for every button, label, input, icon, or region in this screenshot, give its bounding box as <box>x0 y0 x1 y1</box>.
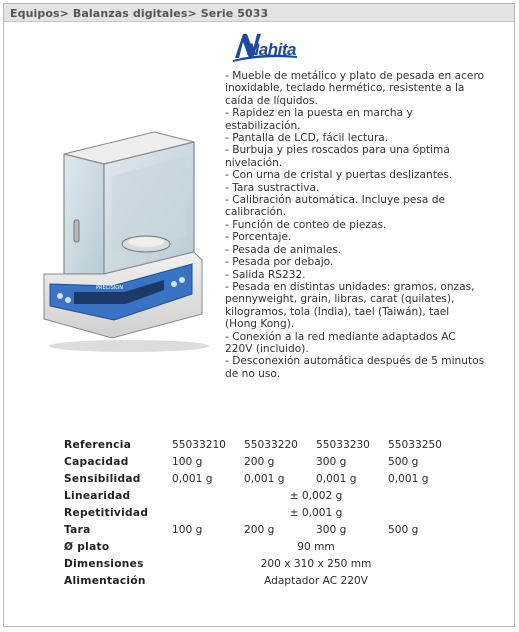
spec-value: 90 mm <box>297 540 335 553</box>
feature-line: inoxidable, teclado hermético, resistente a la <box>225 82 465 95</box>
feature-list <box>225 70 507 380</box>
feature-line: estabilización. <box>225 119 301 132</box>
spec-row-capacidad <box>64 453 460 470</box>
spec-value: 55033210 <box>172 438 226 451</box>
spec-value: 0,001 g <box>244 472 285 485</box>
feature-line: - Tara sustractiva. <box>225 181 320 194</box>
spec-label: Alimentación <box>64 574 146 587</box>
feature-line: - Pesada en distintas unidades: gramos, onzas, <box>225 280 475 293</box>
feature-line: - Burbuja y pies roscados para una óptima <box>225 144 450 157</box>
spec-row-repetitividad <box>64 504 460 521</box>
spec-label: Tara <box>64 523 91 536</box>
feature-line: - Función de conteo de piezas. <box>225 218 387 231</box>
feature-line: - Calibración automática. Incluye pesa de <box>225 194 446 207</box>
feature-line: caída de líquidos. <box>225 94 318 107</box>
spec-label: Sensibilidad <box>64 472 141 485</box>
spec-value: 300 g <box>316 523 347 536</box>
feature-line: (Hong Kong). <box>225 318 295 331</box>
spec-row-linearidad <box>64 487 460 504</box>
spec-value: Adaptador AC 220V <box>264 574 368 587</box>
spec-value: 55033230 <box>316 438 370 451</box>
spec-value: ± 0,002 g <box>289 489 343 502</box>
spec-value: 55033220 <box>244 438 298 451</box>
spec-row-alimentacion <box>64 572 460 589</box>
spec-label: Repetitividad <box>64 506 149 519</box>
spec-value: 0,001 g <box>388 472 429 485</box>
feature-line: kilogramos, tola (India), tael (Taiwán), tael <box>225 305 450 318</box>
spec-row-referencia <box>64 436 460 453</box>
feature-line: - Pesada por debajo. <box>225 256 334 269</box>
spec-label: Capacidad <box>64 455 129 468</box>
spec-row-dimensiones <box>64 555 460 572</box>
product-panel <box>3 3 515 627</box>
feature-line: - Con urna de cristal y puertas deslizantes. <box>225 169 453 182</box>
balance-display-label: PRECISION <box>96 285 123 291</box>
spec-value: 0,001 g <box>316 472 357 485</box>
spec-value: 200 g <box>244 455 275 468</box>
specifications-table <box>64 436 460 589</box>
spec-value: 55033250 <box>388 438 442 451</box>
feature-line: - Rapidez en la puesta en marcha y <box>225 107 413 120</box>
breadcrumb: Equipos> Balanzas digitales> Serie 5033 <box>4 4 514 22</box>
feature-line: - Pesada de animales. <box>225 243 342 256</box>
spec-value: 100 g <box>172 523 203 536</box>
brand-logo-text: Nahita <box>247 40 296 59</box>
feature-line: - Mueble de metálico y plato de pesada en acero <box>225 70 485 82</box>
feature-line: calibración. <box>225 206 287 219</box>
feature-line: - Porcentaje. <box>225 231 292 244</box>
feature-line: pennyweight, grain, libras, carat (quilates), <box>225 293 455 306</box>
spec-value: 0,001 g <box>172 472 213 485</box>
spec-label: Ø plato <box>64 540 110 553</box>
spec-row-tara <box>64 521 460 538</box>
spec-value: ± 0,001 g <box>289 506 343 519</box>
feature-line: de no uso. <box>225 367 281 380</box>
spec-value: 100 g <box>172 455 203 468</box>
feature-line: - Desconexión automática después de 5 minutos <box>225 355 485 368</box>
spec-label: Linearidad <box>64 489 131 502</box>
brand-logo <box>233 30 299 62</box>
spec-row-plato <box>64 538 460 555</box>
spec-value: 500 g <box>388 455 419 468</box>
spec-label: Dimensiones <box>64 557 144 570</box>
spec-value: 200 g <box>244 523 275 536</box>
spec-value: 200 x 310 x 250 mm <box>260 557 372 570</box>
feature-line: 220V (incluido). <box>225 342 309 355</box>
feature-line: - Salida RS232. <box>225 268 306 281</box>
spec-row-sensibilidad <box>64 470 460 487</box>
spec-value: 300 g <box>316 455 347 468</box>
feature-line: - Conexión a la red mediante adaptados AC <box>225 330 456 343</box>
analytical-balance-image <box>34 124 210 354</box>
spec-value: 500 g <box>388 523 419 536</box>
feature-line: nivelación. <box>225 156 283 169</box>
spec-label: Referencia <box>64 438 132 451</box>
feature-line: - Pantalla de LCD, fácil lectura. <box>225 132 389 145</box>
